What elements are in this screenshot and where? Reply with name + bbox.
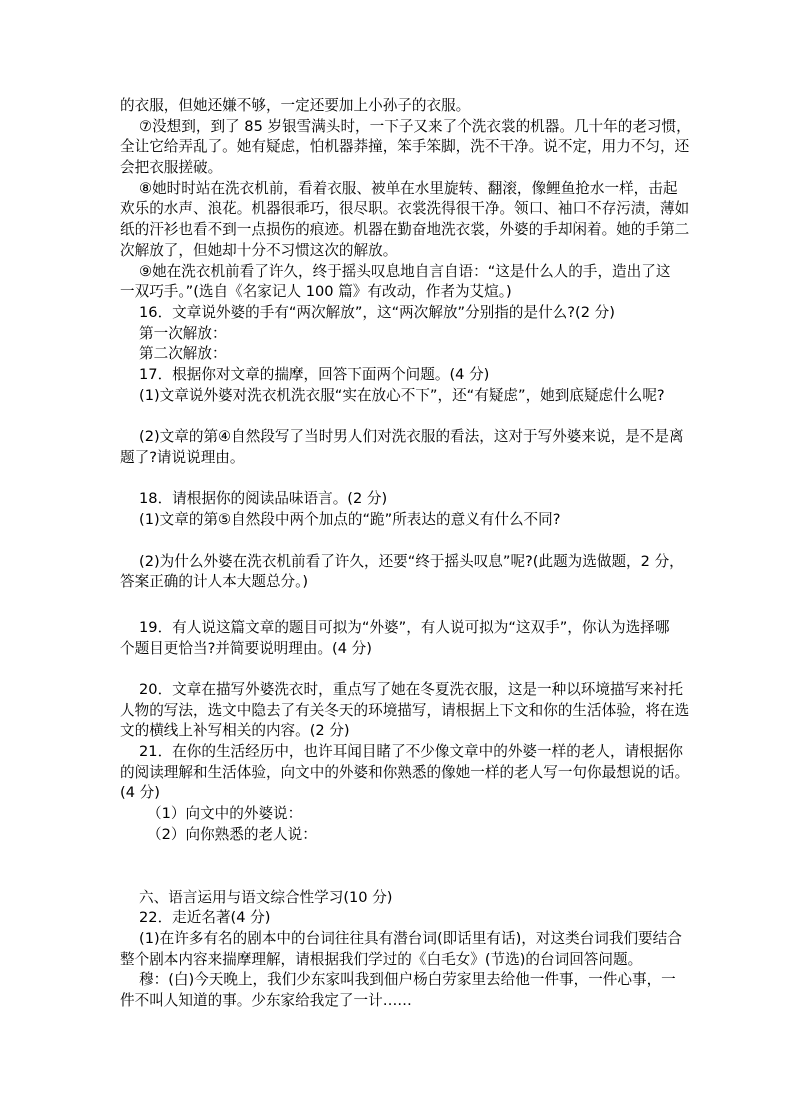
text-line: 18．请根据你的阅读品味语言。(2 分) — [139, 490, 388, 507]
text-line: 个题目更恰当?并简要说明理由。(4 分) — [120, 640, 372, 657]
text-line: 答案正确的计人本大题总分。) — [120, 573, 309, 590]
text-line: 第一次解放： — [139, 325, 227, 342]
text-line: （1）向文中的外婆说： — [147, 805, 303, 822]
text-line: 全让它给弄乱了。她有疑虑，怕机器莽撞，笨手笨脚，洗不干净。说不定，用力不匀，还 — [120, 138, 690, 155]
text-line: 欢乐的水声、浪花。机器很乖巧，很尽职。衣裳洗得很干净。领口、袖口不存污渍，薄如 — [120, 200, 690, 217]
text-line: 次解放了，但她却十分不习惯这次的解放。 — [120, 242, 398, 259]
text-line: 穆：(白)今天晚上，我们少东家叫我到佃户杨白劳家里去给他一件事，一件心事，一 — [139, 971, 676, 988]
text-line: 题了?请说说理由。 — [120, 449, 245, 466]
text-line: 16．文章说外婆的手有“两次解放”，这“两次解放”分别指的是什么?(2 分) — [139, 304, 615, 321]
text-line: 会把衣服搓破。 — [120, 159, 223, 176]
text-line: 整个剧本内容来揣摩理解，请根据我们学过的《白毛女》(节选)的台词回答问题。 — [120, 951, 643, 968]
text-line: 22．走近名著(4 分) — [139, 909, 271, 926]
text-line: 件不叫人知道的事。少东家给我定了一计…… — [120, 992, 412, 1009]
text-line: 六、语言运用与语文综合性学习(10 分) — [139, 889, 393, 906]
text-line: 20．文章在描写外婆洗衣时，重点写了她在冬夏洗衣服，这是一种以环境描写来衬托 — [139, 681, 683, 698]
text-line: 人物的写法，选文中隐去了有关冬天的环境描写，请根据上下文和你的生活体验，将在选 — [120, 702, 690, 719]
text-line: 纸的汗衫也看不到一点损伤的痕迹。机器在勤奋地洗衣裳，外婆的手却闲着。她的手第二 — [120, 221, 690, 238]
text-line: 文的横线上补写相关的内容。(2 分) — [120, 722, 350, 739]
text-line: ⑨她在洗衣机前看了许久，终于摇头叹息地自言自语：“这是什么人的手，造出了这 — [139, 263, 671, 280]
text-line: ⑧她时时站在洗衣机前，看着衣服、被单在水里旋转、翻滚，像鲤鱼抢水一样，击起 — [139, 180, 678, 197]
text-line: (1)在许多有名的剧本中的台词往往具有潜台词(即话里有话)，对这类台词我们要结合 — [139, 930, 682, 947]
text-line: （2）向你熟悉的老人说： — [147, 826, 317, 843]
text-line: (1)文章说外婆对洗衣机洗衣服“实在放心不下”，还“有疑虑”，她到底疑虑什么呢? — [139, 387, 665, 404]
text-line: 的阅读理解和生活体验，向文中的外婆和你熟悉的像她一样的老人写一句你最想说的话。 — [120, 764, 690, 781]
text-line: (1)文章的第⑤自然段中两个加点的“跪”所表达的意义有什么不同? — [139, 511, 561, 528]
text-line: 19．有人说这篇文章的题目可拟为“外婆”，有人说可拟为“这双手”，你认为选择哪 — [139, 619, 670, 636]
text-line: 一双巧手。”(选自《名家记人 100 篇》有改动，作者为艾煊。) — [120, 283, 512, 300]
text-line: 21．在你的生活经历中，也许耳闻目睹了不少像文章中的外婆一样的老人，请根据你 — [139, 743, 683, 760]
text-line: (4 分) — [120, 784, 160, 801]
text-line: 17．根据你对文章的揣摩，回答下面两个问题。(4 分) — [139, 366, 490, 383]
text-line: 第二次解放： — [139, 345, 227, 362]
text-line: 的衣服，但她还嫌不够，一定还要加上小孙子的衣服。 — [120, 97, 471, 114]
text-line: ⑦没想到，到了 85 岁银雪满头时，一下子又来了个洗衣裳的机器。几十年的老习惯， — [139, 118, 691, 135]
text-line: (2)文章的第④自然段写了当时男人们对洗衣服的看法，这对于写外婆来说，是不是离 — [139, 428, 684, 445]
text-line: (2)为什么外婆在洗衣机前看了许久，还要“终于摇头叹息”呢?(此题为选做题，2 分， — [139, 553, 684, 570]
